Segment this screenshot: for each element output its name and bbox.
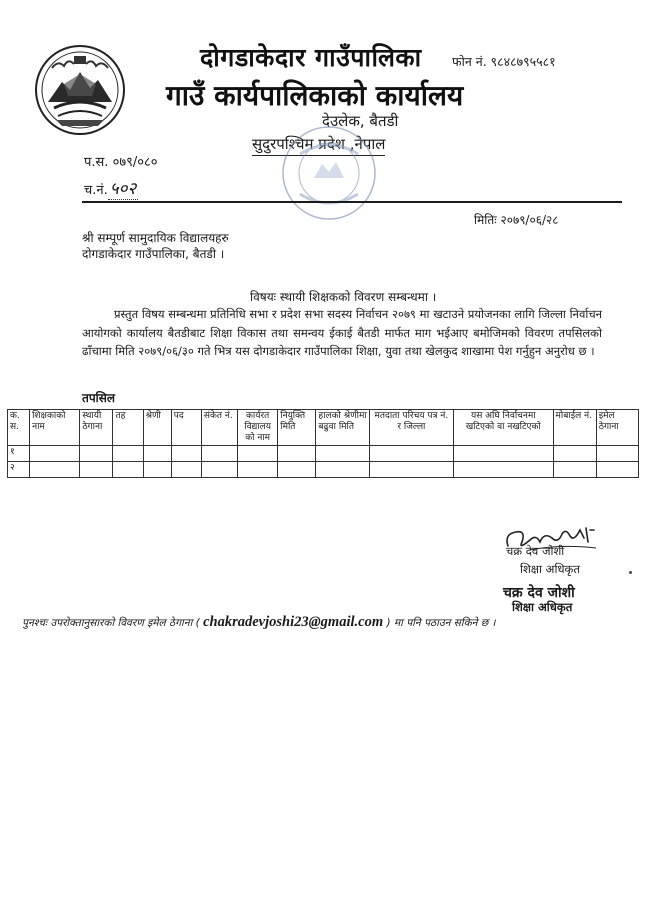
table-cell [143, 462, 171, 478]
table-cell [171, 446, 201, 462]
table-cell [596, 446, 638, 462]
postscript-note [22, 614, 496, 631]
title-stamp: शिक्षा अधिकृत [512, 600, 573, 614]
table-cell [201, 462, 237, 478]
table-cell [143, 446, 171, 462]
letter-subject: विषयः स्थायी शिक्षकको विवरण सम्बन्धमा । [250, 290, 437, 304]
table-cell [369, 462, 453, 478]
table-cell [278, 462, 316, 478]
chalani-number [84, 176, 138, 199]
col-header: तह [113, 410, 143, 446]
table-cell: १ [8, 446, 30, 462]
chalani-value: ५०२ [109, 179, 137, 199]
table-cell [113, 446, 143, 462]
letter-body: प्रस्तुत विषय सम्बन्धमा प्रतिनिधि सभा र प्रदेश सभा सदस्य निर्वाचन २०७९ मा खटाउने प्रयोजनका लागि जिल्ला निर्वाचन आयोगको कार्यालय बैतडीबाट शिक्षा विकास तथा समन्वय ईकाई बैतडी मार्फत माग भईआए बमोजिमको विवरण तपसिलको ढाँचामा मिति २०७९/०६/३० गते भित्र यस दोगडाकेदार गाउँपालिका शिक्षा, युवा तथा खेलकुद शाखामा पेश गर्नुहुन अनुरोध छ । [82, 307, 602, 358]
email-link[interactable]: chakradevjoshi23@gmail.com [203, 614, 384, 630]
province-line: सुदुरपश्चिम प्रदेश ,नेपाल [252, 134, 385, 156]
office-stamp-icon [280, 124, 378, 222]
table-cell [278, 446, 316, 462]
table-cell [113, 462, 143, 478]
table-cell [316, 462, 369, 478]
col-header: श्रेणी [143, 410, 171, 446]
col-header: क. स. [8, 410, 30, 446]
recipient-line-1: श्री सम्पूर्ण सामुदायिक विद्यालयहरु [82, 231, 229, 245]
table-header-row [8, 410, 639, 446]
table-cell [454, 446, 553, 462]
table-cell [316, 446, 369, 462]
office-name: दोगडाकेदार गाउँपालिका [200, 43, 422, 72]
postscript-after: ) मा पनि पठाउन सकिने छ । [386, 617, 496, 629]
col-header: नियुक्ति मिति [278, 410, 316, 446]
executive-office-title: गाउँ कार्यपालिकाको कार्यालय [166, 79, 464, 112]
table-cell [553, 446, 596, 462]
details-table [7, 409, 639, 478]
table-cell [30, 446, 80, 462]
postscript-before: पुनश्चः उपरोक्तानुसारको विवरण इमेल ठेगाना ( [22, 617, 200, 629]
table-cell [30, 462, 80, 478]
table-cell: २ [8, 462, 30, 478]
table-cell [201, 446, 237, 462]
nepal-emblem-icon [34, 44, 126, 136]
table-cell [80, 462, 113, 478]
recipient-line-2: दोगडाकेदार गाउँपालिका, बैतडी । [82, 247, 225, 261]
col-header: शिक्षकाको नाम [30, 410, 80, 446]
col-header: इमेल ठेगाना [596, 410, 638, 446]
annex-label: तपसिल [82, 391, 116, 405]
col-header: पद [171, 410, 201, 446]
table-row [8, 462, 639, 478]
phone-number: फोन नं. ९८४८७९५५८१ [452, 54, 556, 69]
signatory-name: चक्र देव जोशी [506, 544, 565, 558]
col-header: कार्यरत विद्यालय को नाम [238, 410, 278, 446]
col-header: यस अघि निर्वाचनमा खटिएको वा नखटिएको [454, 410, 553, 446]
letter-date: मितिः २०७९/०६/२८ [474, 213, 559, 227]
table-cell [171, 462, 201, 478]
table-cell [369, 446, 453, 462]
name-stamp: चक्र देव जोशी [503, 585, 575, 601]
col-header: हालको श्रेणीमा बढुवा मिति [316, 410, 369, 446]
patra-sankhya: प.स. ०७९/०८० [84, 155, 158, 170]
col-header: संकेत नं. [201, 410, 237, 446]
table-cell [80, 446, 113, 462]
table-cell [553, 462, 596, 478]
header-rule [82, 201, 622, 203]
ink-dot [629, 571, 632, 574]
col-header: मोबाईल नं. [553, 410, 596, 446]
office-address: देउलेक, बैतडी [322, 112, 399, 130]
chalani-label: च.नं. [84, 183, 108, 198]
table-row [8, 446, 639, 462]
table-cell [238, 462, 278, 478]
col-header: मतदाता परिचय पत्र नं. र जिल्ला [369, 410, 453, 446]
signatory-title: शिक्षा अधिकृत [520, 562, 580, 576]
col-header: स्थायी ठेगाना [80, 410, 113, 446]
table-cell [454, 462, 553, 478]
table-cell [238, 446, 278, 462]
table-cell [596, 462, 638, 478]
